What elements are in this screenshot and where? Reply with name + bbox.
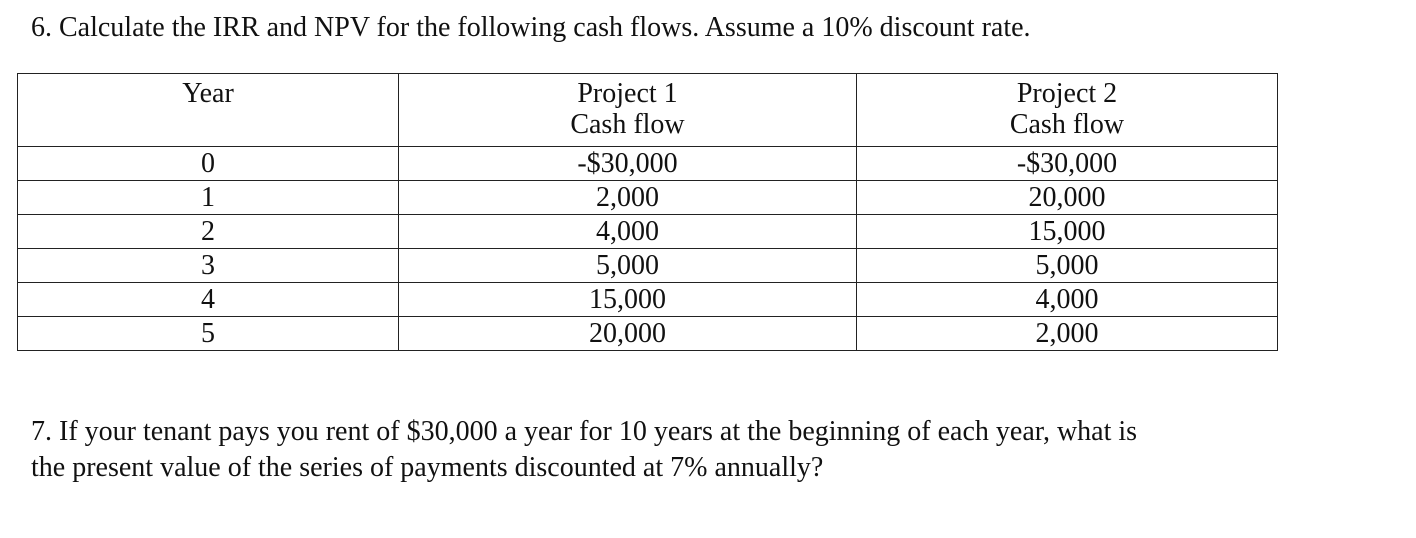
table-row — [18, 249, 1278, 283]
cell-year: 5 — [18, 317, 399, 351]
cell-year: 1 — [18, 181, 399, 215]
header-year — [18, 74, 399, 147]
cell-project-2: 20,000 — [857, 181, 1278, 215]
cell-project-1: 5,000 — [399, 249, 857, 283]
header-year-label: Year — [182, 78, 234, 109]
table-header-row — [18, 74, 1278, 147]
cell-project-2: 15,000 — [857, 215, 1278, 249]
header-project-2-line2: Cash flow — [1009, 109, 1125, 140]
table-row — [18, 317, 1278, 351]
cell-project-1: 4,000 — [399, 215, 857, 249]
cell-project-2: 5,000 — [857, 249, 1278, 283]
table-row — [18, 181, 1278, 215]
header-project-2-line1: Project 2 — [1016, 78, 1118, 109]
header-project-1-line1: Project 1 — [577, 78, 678, 109]
cell-project-2: 2,000 — [857, 317, 1278, 351]
header-project-2 — [857, 74, 1278, 147]
cell-project-2: -$30,000 — [857, 147, 1278, 181]
question-7-line-2: the present value of the series of payments discounted at 7% annually? — [31, 452, 824, 483]
cell-year: 3 — [18, 249, 399, 283]
table-row — [18, 283, 1278, 317]
question-7-line-1: 7. If your tenant pays you rent of $30,000 a year for 10 years at the beginning of each year, what is — [31, 416, 1138, 447]
cell-year: 0 — [18, 147, 399, 181]
cell-year: 4 — [18, 283, 399, 317]
cell-project-2: 4,000 — [857, 283, 1278, 317]
cell-year: 2 — [18, 215, 399, 249]
header-project-1 — [399, 74, 857, 147]
cell-project-1: 20,000 — [399, 317, 857, 351]
cell-project-1: 2,000 — [399, 181, 857, 215]
table-row — [18, 215, 1278, 249]
question-7-text — [31, 414, 1331, 486]
cell-project-1: 15,000 — [399, 283, 857, 317]
cash-flow-table — [17, 73, 1278, 351]
header-project-1-line2: Cash flow — [570, 109, 685, 140]
question-6-text: 6. Calculate the IRR and NPV for the following cash flows. Assume a 10% discount rate. — [31, 12, 1031, 43]
cell-project-1: -$30,000 — [399, 147, 857, 181]
table-row — [18, 147, 1278, 181]
